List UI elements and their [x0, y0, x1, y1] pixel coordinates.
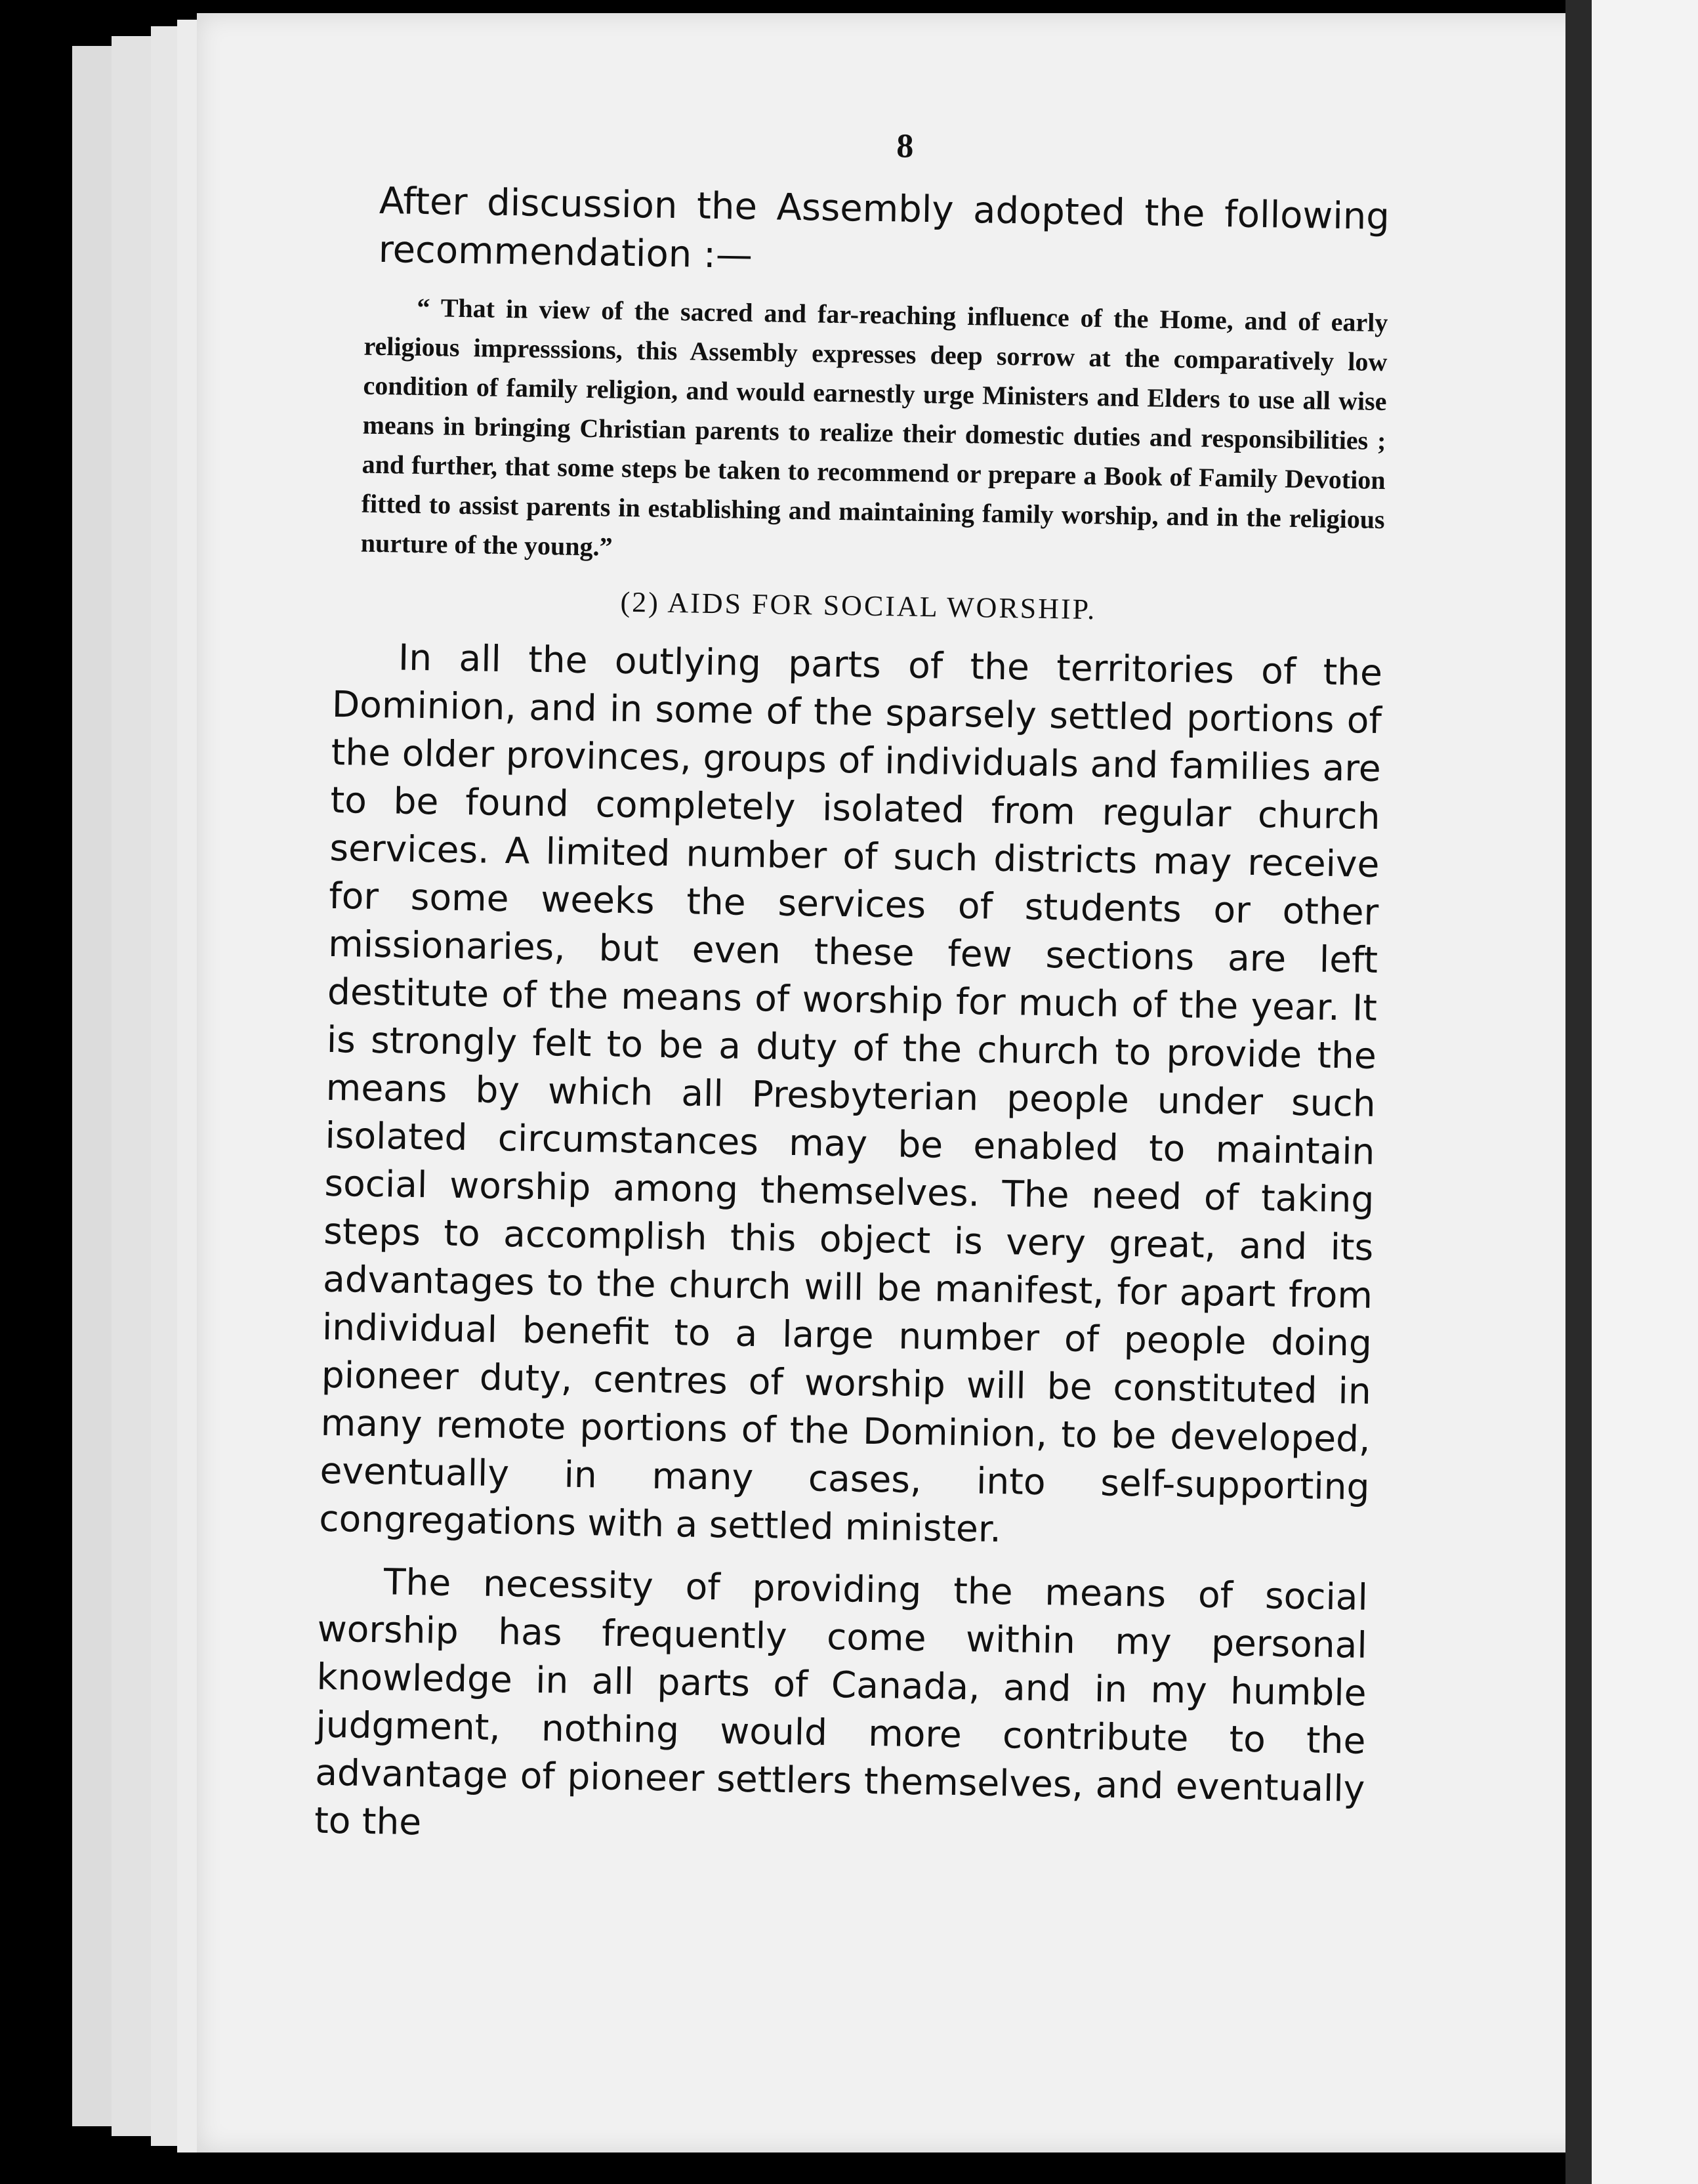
body-paragraph: The necessity of providing the means of social worship has frequently come within my personal knowledge in all parts of Canada, and in my humble judgment, nothing would more contribute to the advantage of pioneer settlers themselves, and eventually to the [314, 1561, 1369, 1843]
body-paragraph: In all the outlying parts of the territories of the Dominion, and in some of the sparsely settled portions of the older provinces, groups of individuals and families are to be found completely isolated from regular church services. A limited number of such districts may receive for some weeks the services of students or other missionaries, but even these few sections are left destitute of the means of worship for much of the year. It is strongly felt to be a duty of the church to provide the means by which all Presbyterian people under such isolated circumstances may be enabled to maintain social worship among themselves. The need of taking steps to accomplish this object is very great, and its advantages to the church will be manifest, for apart from individual benefit to a large number of people doing pioneer duty, centres of worship will be constituted in many remote portions of the Dominion, to be developed, eventually in many cases, into self-supporting congregations with a settled minister. [318, 636, 1383, 1551]
page-number: 8 [896, 127, 914, 165]
page-text [314, 118, 1390, 1876]
book-gutter [1565, 0, 1592, 2184]
quoted-recommendation: “ That in view of the sacred and far-reaching influence of the Home, and of early religious impresssions, this Assembly expresses deep sorrow at the comparatively low condition of family religion, and would earnestly urge Ministers and Elders to use all wise means in bringing Christian parents to realize their domestic duties and responsibilities ; and further, that some steps be taken to recommend or prepare a Book of Family Devotion fitted to assist parents in establishing and maintaining family worship, and in the religious nurture of the young.” [360, 292, 1388, 562]
section-heading: (2) AIDS FOR SOCIAL WORSHIP. [620, 585, 1097, 626]
facing-page-edge [1592, 0, 1698, 2184]
intro-paragraph: After discussion the Assembly adopted the following recommendation :— [378, 179, 1390, 277]
